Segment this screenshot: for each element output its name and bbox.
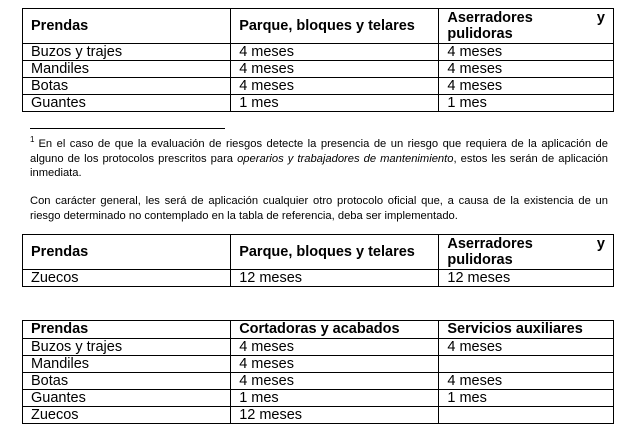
- table-cell: 4 meses: [439, 78, 614, 95]
- garment-table-3: [22, 320, 614, 424]
- table-cell: 1 mes: [231, 95, 439, 112]
- header-text: pulidoras: [447, 26, 513, 42]
- table-cell: Botas: [23, 373, 231, 390]
- table-cell: [439, 407, 614, 424]
- header-cell: Parque, bloques y telares: [231, 9, 439, 44]
- table-cell: 12 meses: [231, 270, 439, 287]
- header-text: y: [596, 10, 605, 26]
- table-cell: Buzos y trajes: [23, 339, 231, 356]
- table-cell: 4 meses: [439, 373, 614, 390]
- table-row: [23, 390, 614, 407]
- table-cell: 4 meses: [439, 339, 614, 356]
- header-cell: Servicios auxiliares: [439, 321, 614, 339]
- table-cell: 4 meses: [231, 78, 439, 95]
- table-header-row: [23, 321, 614, 339]
- header-cell: Prendas: [23, 321, 231, 339]
- table-cell: [439, 356, 614, 373]
- table-row: [23, 95, 614, 112]
- table-cell: 1 mes: [439, 95, 614, 112]
- table-cell: Zuecos: [23, 270, 231, 287]
- header-cell: Cortadoras y acabados: [231, 321, 439, 339]
- table-cell: 4 meses: [231, 373, 439, 390]
- header-text: y: [596, 236, 605, 252]
- header-text: Aserradores: [447, 10, 533, 26]
- header-cell: Prendas: [23, 9, 231, 44]
- table-header-row: [23, 9, 614, 44]
- header-text: pulidoras: [447, 252, 513, 268]
- footnote-text-end: , estos les serán de aplicación inmediata.: [30, 152, 609, 179]
- table-cell: Buzos y trajes: [23, 44, 231, 61]
- table-cell: Botas: [23, 78, 231, 95]
- table-row: [23, 373, 614, 390]
- table-cell: 4 meses: [231, 44, 439, 61]
- header-cell: Prendas: [23, 235, 231, 270]
- header-text: Aserradores: [447, 236, 533, 252]
- table-row: [23, 61, 614, 78]
- garment-table-1: [22, 8, 614, 112]
- table-header-row: [23, 235, 614, 270]
- table-cell: Guantes: [23, 390, 231, 407]
- table-row: [23, 407, 614, 424]
- table-cell: Mandiles: [23, 356, 231, 373]
- table-row: [23, 78, 614, 95]
- footnote-separator: [30, 128, 225, 129]
- table-row: [23, 339, 614, 356]
- table-cell: 4 meses: [231, 356, 439, 373]
- table-cell: 12 meses: [439, 270, 614, 287]
- header-cell: Parque, bloques y telares: [231, 235, 439, 270]
- footnote: [30, 137, 608, 181]
- footnote-text: En el caso de que la evaluación de riesgos detecte la presencia de un riesgo que requiera de la aplicación de alguno de los protocolos prescritos para: [30, 138, 608, 165]
- table-cell: 4 meses: [231, 61, 439, 78]
- table-cell: 4 meses: [439, 61, 614, 78]
- table-cell: Zuecos: [23, 407, 231, 424]
- table-row: [23, 270, 614, 287]
- table-cell: Guantes: [23, 95, 231, 112]
- table-row: [23, 44, 614, 61]
- table-cell: 4 meses: [231, 339, 439, 356]
- table-cell: 1 mes: [231, 390, 439, 407]
- footnote-italic-text: operarios y trabajadores de mantenimiento: [237, 152, 454, 165]
- table-cell: 1 mes: [439, 390, 614, 407]
- header-cell: [439, 235, 614, 270]
- table-cell: 4 meses: [439, 44, 614, 61]
- table-cell: 12 meses: [231, 407, 439, 424]
- footnote-marker: 1: [30, 135, 35, 145]
- garment-table-2: [22, 234, 614, 287]
- body-paragraph: Con carácter general, les será de aplicación cualquier otro protocolo oficial que, a causa de la existencia de un riesgo determinado no contemplado en la tabla de referencia, deba ser implementado.: [30, 195, 608, 222]
- header-cell: [439, 9, 614, 44]
- table-row: [23, 356, 614, 373]
- table-cell: Mandiles: [23, 61, 231, 78]
